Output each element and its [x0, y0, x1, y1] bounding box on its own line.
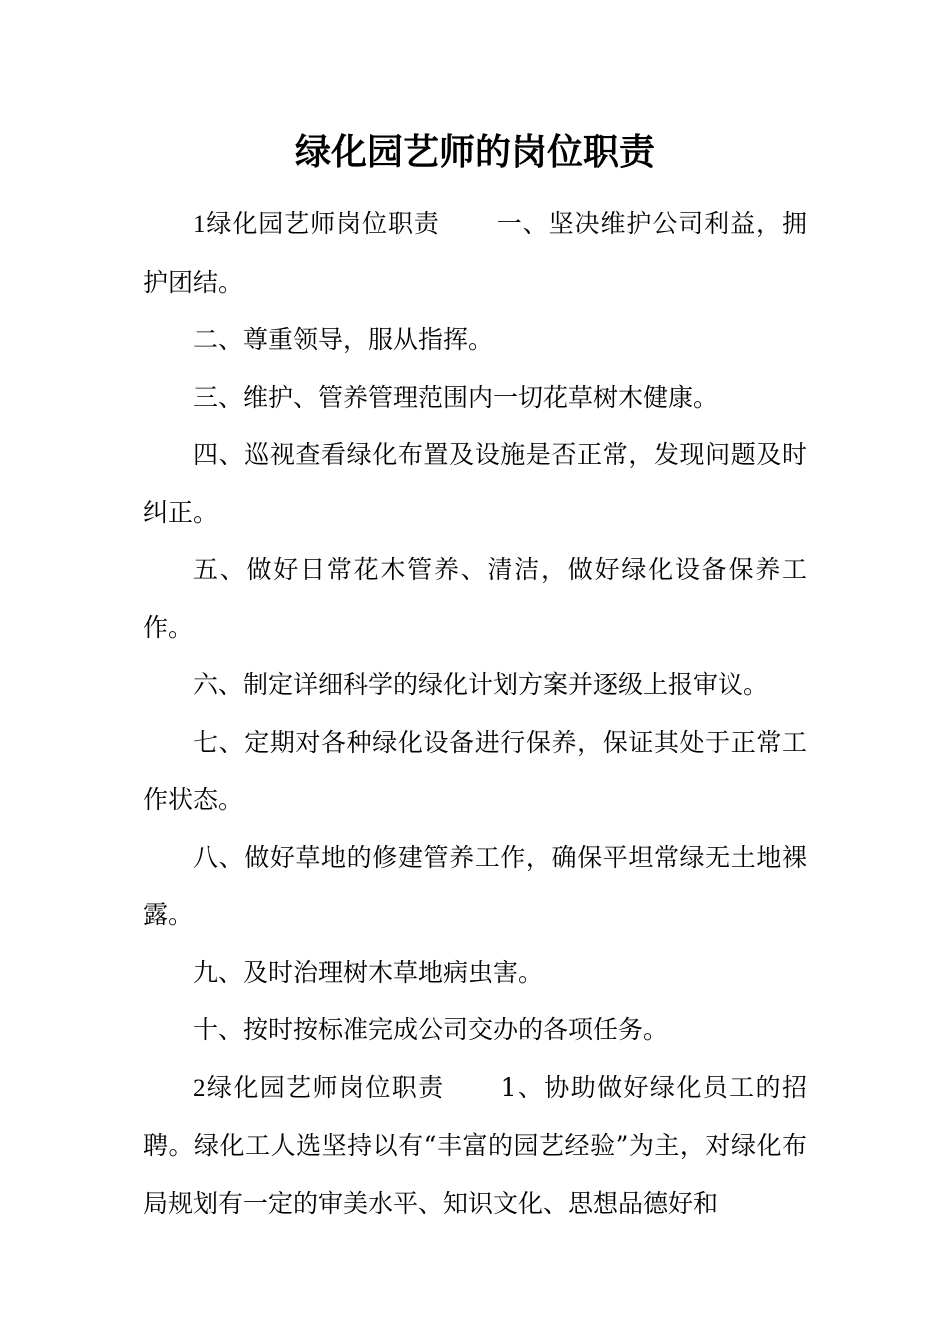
list-item: 五、做好日常花木管养、清洁，做好绿化设备保养工作。 — [143, 555, 807, 642]
list-item: 六、制定详细科学的绿化计划方案并逐级上报审议。 — [193, 670, 769, 699]
section-2-paragraph — [143, 1059, 807, 1233]
document-body — [143, 195, 807, 1232]
list-item: 九、及时治理树木草地病虫害。 — [193, 957, 544, 987]
section-heading: 绿化园艺师岗位职责 — [205, 1072, 445, 1102]
list-item: 四、巡视查看绿化布置及设施是否正常，发现问题及时纠正。 — [143, 440, 807, 527]
section-heading: 绿化园艺师岗位职责 — [205, 209, 440, 238]
list-item: 八、做好草地的修建管养工作，确保平坦常绿无土地裸露。 — [143, 842, 807, 929]
list-item: 1、协助做好绿化员工的招聘。绿化工人选坚持以有“丰富的园艺经验”为主，对绿化布局规划有一定的审美水平、知识文化、思想品德好和 — [143, 1072, 807, 1218]
list-item: 二、尊重领导，服从指挥。 — [193, 325, 494, 354]
list-item: 三、维护、管养管理范围内一切花草树木健康。 — [193, 382, 719, 412]
page-title: 绿化园艺师的岗位职责 — [294, 132, 655, 173]
list-item: 十、按时按标准完成公司交办的各项任务。 — [193, 1015, 669, 1044]
list-item: 七、定期对各种绿化设备进行保养，保证其处于正常工作状态。 — [143, 727, 807, 814]
section-number: 2 — [193, 1074, 206, 1102]
list-item: 一、坚决维护公司利益，拥护团结。 — [143, 209, 807, 297]
section-number: 1 — [193, 211, 206, 238]
section-1-paragraph — [143, 195, 807, 311]
